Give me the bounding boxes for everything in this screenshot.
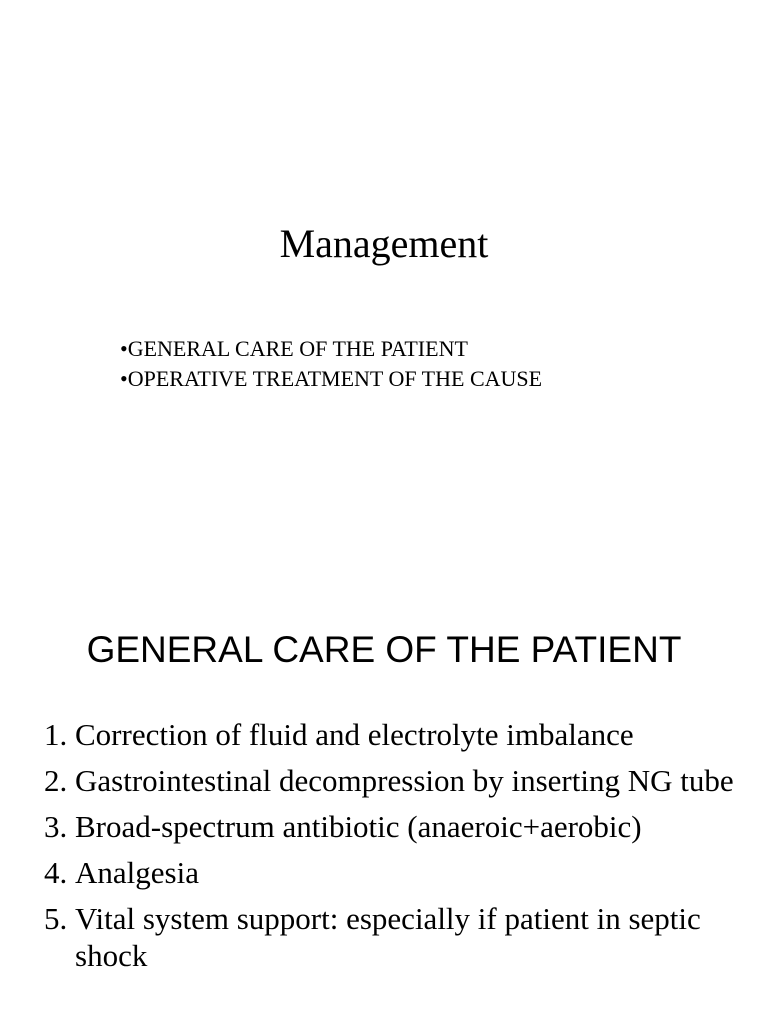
bullet-item-operative-treatment: •OPERATIVE TREATMENT OF THE CAUSE xyxy=(120,366,543,391)
list-item xyxy=(44,854,744,891)
list-item-text: Correction of fluid and electrolyte imbalance xyxy=(75,717,634,752)
list-item-text: Gastrointestinal decompression by inserting NG tube xyxy=(75,763,734,798)
list-item xyxy=(44,900,744,974)
slide-title-general-care: GENERAL CARE OF THE PATIENT xyxy=(86,629,682,670)
list-item-number: 3. xyxy=(44,809,68,844)
numbered-list xyxy=(44,716,744,983)
list-item-text: Analgesia xyxy=(75,855,199,890)
list-item xyxy=(44,716,744,753)
bullet-list xyxy=(120,334,542,394)
list-item xyxy=(44,762,744,799)
list-item-number: 5. xyxy=(44,901,68,936)
list-item-number: 1. xyxy=(44,717,68,752)
list-item-number: 4. xyxy=(44,855,68,890)
list-item-text: Broad-spectrum antibiotic (anaeroic+aerobic) xyxy=(75,809,642,844)
bullet-item-general-care: •GENERAL CARE OF THE PATIENT xyxy=(120,336,468,361)
list-item xyxy=(44,808,744,845)
slide-general-care xyxy=(0,600,768,1024)
list-item-text: Vital system support: especially if patient in septic shock xyxy=(75,901,701,973)
slide-title-management: Management xyxy=(279,221,489,266)
list-item-number: 2. xyxy=(44,763,68,798)
